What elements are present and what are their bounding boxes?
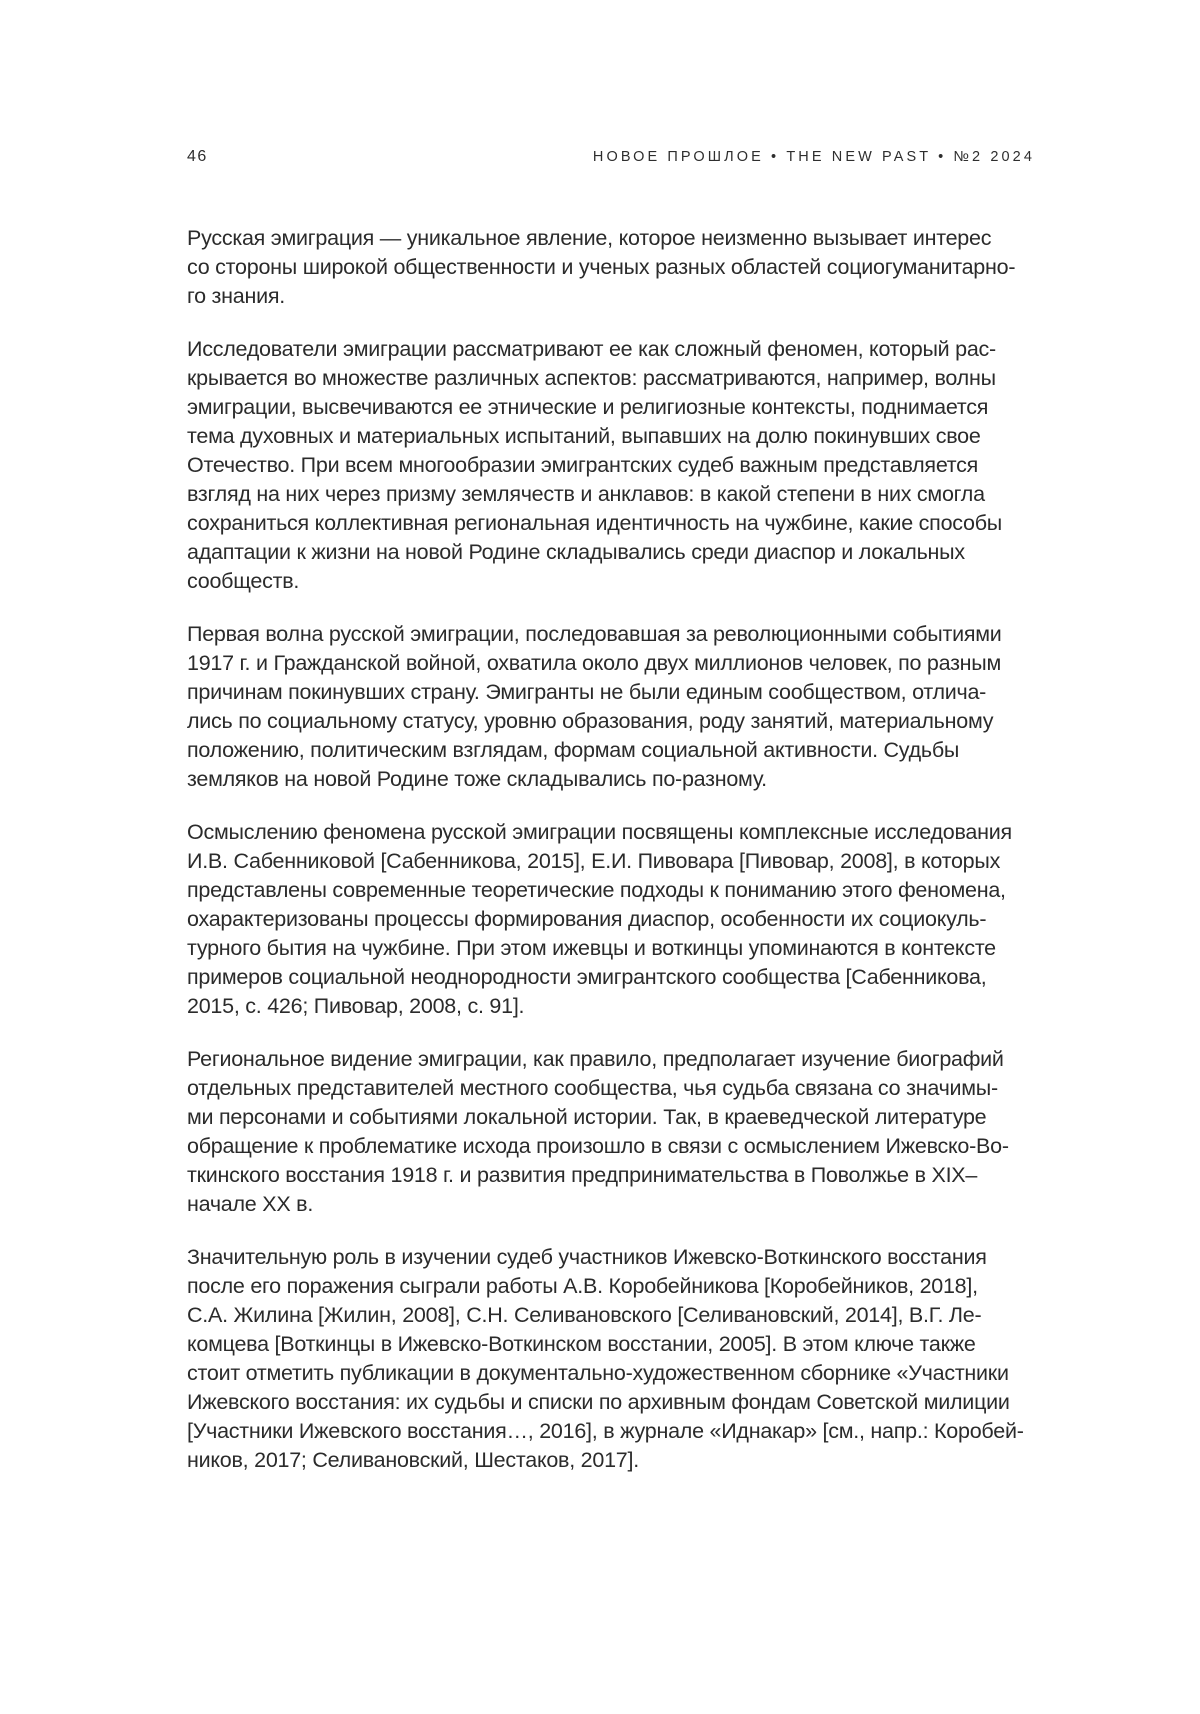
paragraph-first-wave: Первая волна русской эмиграции, последовавшая за революционными событиями 1917 г. и Гражданской войной, охватила около двух миллионов человек, по разным причинам покинувших страну. Эмигранты не были единым сообществом, отлича- лись по социальному статусу, уровню образования, роду занятий, материальному положению, политическим взглядам, формам социальной активности. Судьбы земляков на новой Родине тоже складывались по-разному. [187,622,1002,791]
running-header [187,148,1035,166]
paragraph-izhevsk-votkinsk-studies: Значительную роль в изучении судеб участников Ижевско-Воткинского восстания после его поражения сыграли работы А.В. Коробейникова [Коробейников, 2018], С.А. Жилина [Жилин, 2008], С.Н. Селивановского [Селивановский, 2014], В.Г. Ле- комцева [Воткинцы в Ижевско-Воткинском восстании, 2005]. В этом ключе также стоит отметить публикации в документально-художественном сборнике «Участники Ижевского восстания: их судьбы и списки по архивным фондам Советской милиции [Участники Ижевского восстания…, 2016], в журнале «Иднакар» [см., напр.: Коробей- ников, 2017; Селивановский, Шестаков, 2017]. [187,1245,1024,1472]
page-number: 46 [187,148,208,165]
paragraph-research-aspects: Исследователи эмиграции рассматривают ее как сложный феномен, который рас- крывается во множестве различных аспектов: рассматриваются, например, волны эмиграции, высвечиваются ее этнические и религиозные контексты, поднимается тема духовных и материальных испытаний, выпавших на долю покинувших свое Отечество. При всем многообразии эмигрантских судеб важным представляется взгляд на них через призму землячеств и анклавов: в какой степени в них смогла сохраниться коллективная региональная идентичность на чужбине, какие способы адаптации к жизни на новой Родине складывались среди диаспор и локальных сообществ. [187,337,1002,593]
article-body [187,224,1039,1499]
paragraph-regional-view: Региональное видение эмиграции, как правило, предполагает изучение биографий отдельных представителей местного сообщества, чья судьба связана со значимы- ми персонами и событиями локальной истории. Так, в краеведческой литературе обращение к проблематике исхода произошло в связи с осмыслением Ижевско-Во- ткинского восстания 1918 г. и развития предпринимательства в Поволжье в XIX– начале XX в. [187,1047,1009,1216]
paragraph-intro: Русская эмиграция — уникальное явление, которое неизменно вызывает интерес со стороны широкой общественности и ученых разных областей социогуманитарно- го знания. [187,226,1016,308]
journal-running-title: НОВОЕ ПРОШЛОЕ • THE NEW PAST • №2 2024 [592,149,1035,165]
paragraph-complex-studies: Осмыслению феномена русской эмиграции посвящены комплексные исследования И.В. Сабенниковой [Сабенникова, 2015], Е.И. Пивовара [Пивовар, 2008], в которых представлены современные теоретические подходы к пониманию этого феномена, охарактеризованы процессы формирования диаспор, особенности их социокуль- турного бытия на чужбине. При этом ижевцы и воткинцы упоминаются в контексте примеров социальной неоднородности эмигрантского сообщества [Сабенникова, 2015, с. 426; Пивовар, 2008, с. 91]. [187,820,1012,1018]
